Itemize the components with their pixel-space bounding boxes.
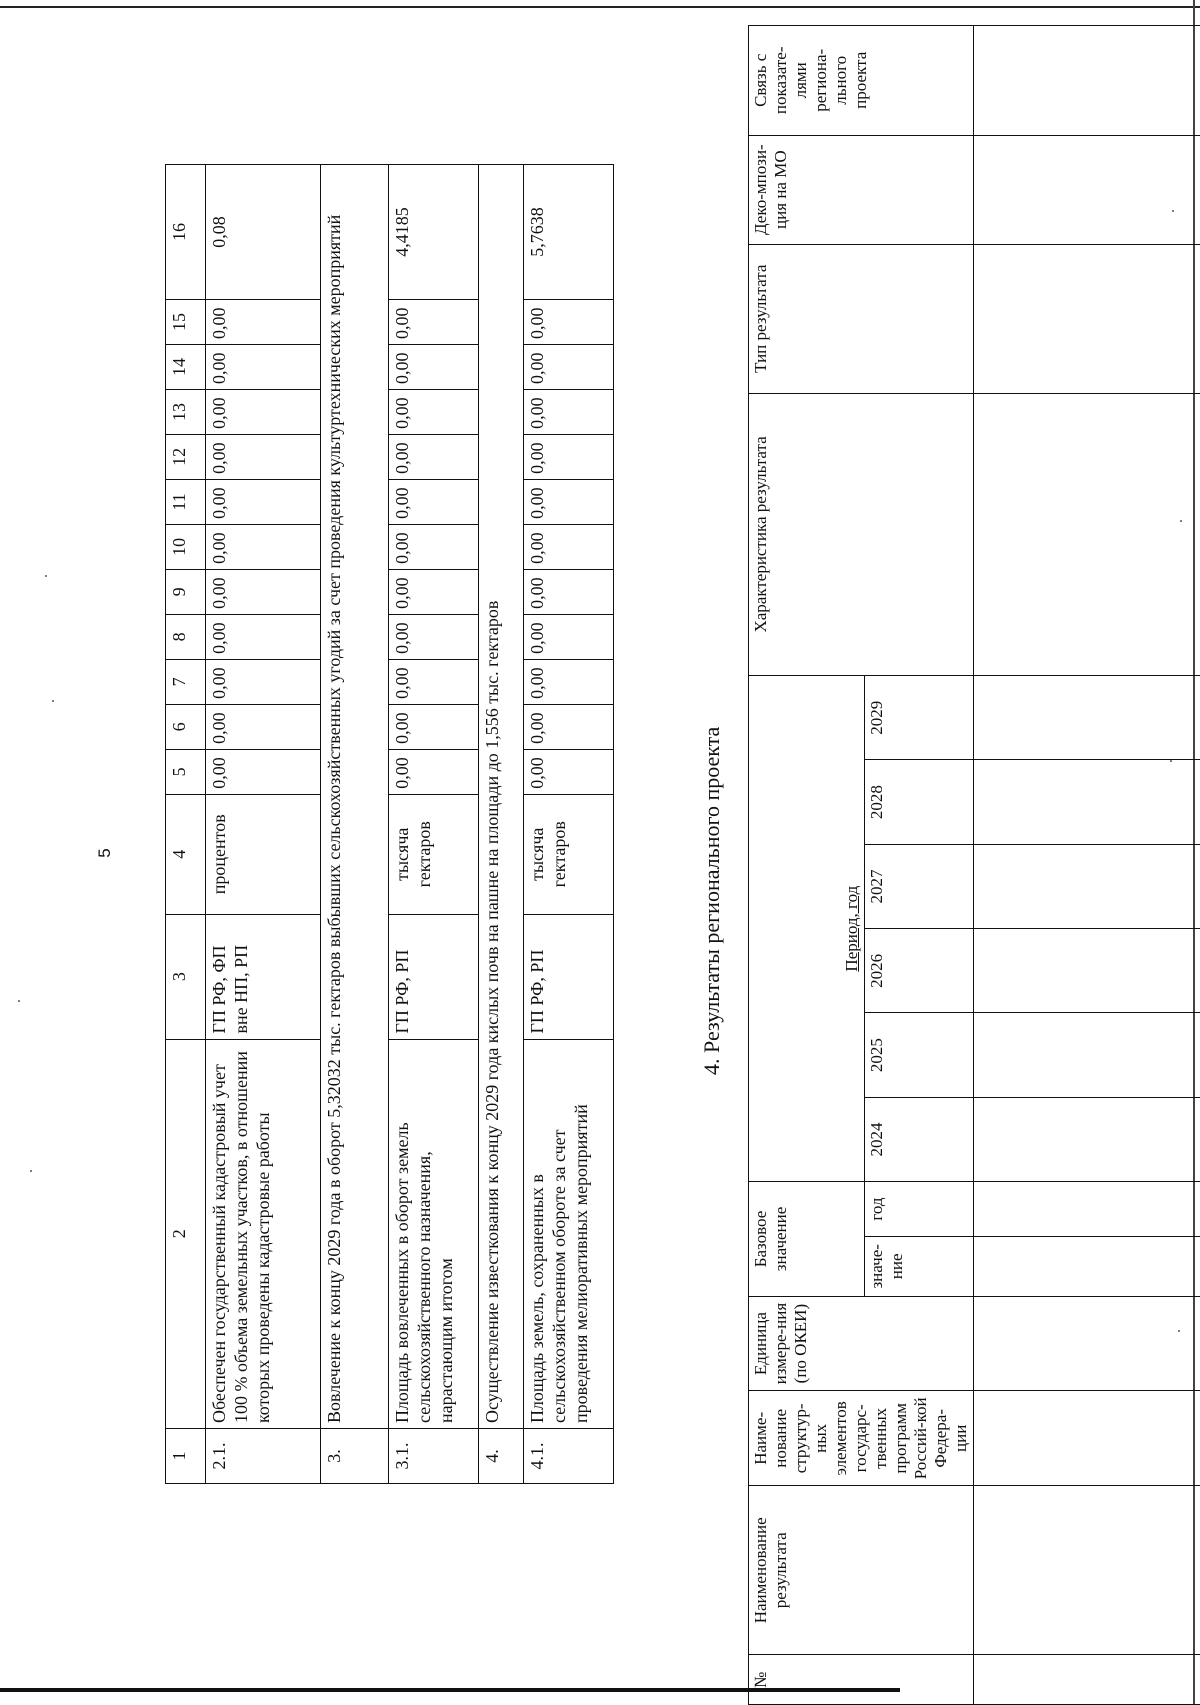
row-number: 3.1. (389, 1429, 479, 1484)
value-cell: 0,00 (389, 299, 479, 344)
results-empty-row (974, 26, 1200, 1705)
row-unit: тысяча гектаров (389, 794, 479, 914)
header-decomposition: Деко-мпози-ция на МО (749, 135, 974, 244)
header-result-name: Наименование результата (749, 1486, 974, 1655)
value-cell: 0,00 (524, 344, 614, 389)
table-header-row (166, 165, 206, 1484)
row-name: Площадь вовлеченных в оборот земель сельскохозяйственного назначения, нарастающим итогом (389, 1039, 479, 1429)
value-cell: 0,00 (206, 524, 321, 569)
header-cell: 6 (166, 704, 206, 749)
header-cell: 12 (166, 434, 206, 479)
value-cell: 0,00 (206, 479, 321, 524)
header-cell: 8 (166, 614, 206, 659)
header-cell: 7 (166, 659, 206, 704)
row-total: 5,7638 (524, 165, 614, 300)
row-number: 2.1. (206, 1429, 321, 1484)
scan-speck (1178, 1330, 1180, 1332)
value-cell: 0,00 (206, 569, 321, 614)
section-text: Осуществление известкования к концу 2029 года кислых почв на пашне на площади до 1,556 тыс. гектаров (479, 165, 524, 1429)
value-cell: 0,00 (524, 389, 614, 434)
header-base-value-sub: значе-ние (865, 1236, 974, 1296)
value-cell: 0,00 (389, 524, 479, 569)
value-cell: 0,00 (524, 434, 614, 479)
row-total: 0,08 (206, 165, 321, 300)
header-result-type: Тип результата (749, 244, 974, 393)
value-cell: 0,00 (389, 479, 479, 524)
section-row (321, 165, 389, 1484)
table-row (389, 165, 479, 1484)
results-header-row (749, 26, 865, 1705)
value-cell: 0,00 (524, 704, 614, 749)
value-cell: 0,00 (206, 299, 321, 344)
value-cell: 0,00 (206, 434, 321, 479)
header-link: Связь с показате-лями региона-льного проекта (749, 26, 974, 136)
header-unit: Единица измере-ния (по ОКЕИ) (749, 1296, 974, 1391)
header-cell: 15 (166, 299, 206, 344)
row-name: Обеспечен государственный кадастровый учет 100 % объема земельных участков, в отношении которых проведены кадастровые работы (206, 1039, 321, 1429)
section-row (479, 165, 524, 1484)
section-number: 3. (321, 1429, 389, 1484)
row-source: ГП РФ, ФП вне НП, РП (206, 914, 321, 1039)
row-source: ГП РФ, РП (389, 914, 479, 1039)
header-characteristic: Характеристика результата (749, 393, 974, 675)
value-cell: 0,00 (524, 479, 614, 524)
value-cell: 0,00 (206, 749, 321, 794)
header-year: 2026 (865, 929, 974, 1013)
table-row (206, 165, 321, 1484)
section-text: Вовлечение к концу 2029 года в оборот 5,32032 тыс. гектаров выбывших сельскохозяйственных угодий за счет проведения культуртехнических мероприятий (321, 165, 389, 1429)
header-cell: 11 (166, 479, 206, 524)
scan-speck (52, 700, 54, 702)
value-cell: 0,00 (389, 749, 479, 794)
header-cell: 2 (166, 1039, 206, 1429)
scan-speck (1180, 520, 1182, 522)
section-number: 4. (479, 1429, 524, 1484)
value-cell: 0,00 (389, 704, 479, 749)
row-unit: тысяча гектаров (524, 794, 614, 914)
value-cell: 0,00 (524, 524, 614, 569)
value-cell: 0,00 (524, 749, 614, 794)
value-cell: 0,00 (206, 614, 321, 659)
value-cell: 0,00 (524, 299, 614, 344)
row-unit: процентов (206, 794, 321, 914)
scan-speck (1172, 210, 1174, 212)
row-source: ГП РФ, РП (524, 914, 614, 1039)
header-cell: 13 (166, 389, 206, 434)
value-cell: 0,00 (389, 344, 479, 389)
value-cell: 0,00 (524, 659, 614, 704)
header-year: 2025 (865, 1013, 974, 1097)
scan-speck (1170, 760, 1172, 762)
value-cell: 0,00 (206, 659, 321, 704)
row-total: 4,4185 (389, 165, 479, 300)
value-cell: 0,00 (206, 389, 321, 434)
value-cell: 0,00 (524, 614, 614, 659)
scan-speck (30, 1170, 32, 1172)
scan-speck (45, 575, 47, 577)
top-border (0, 6, 1200, 8)
section-heading: 4. Результаты регионального проекта (699, 726, 724, 1075)
value-cell: 0,00 (389, 614, 479, 659)
page-number: 5 (95, 848, 114, 858)
header-cell: 5 (166, 749, 206, 794)
header-cell: 14 (166, 344, 206, 389)
value-cell: 0,00 (389, 659, 479, 704)
header-year: 2024 (865, 1097, 974, 1181)
header-structural-elements: Наиме-нование структур-ных элементов государс-твенных программ Россий-кой Федера-ции (749, 1391, 974, 1486)
value-cell: 0,00 (389, 434, 479, 479)
header-year: 2028 (865, 760, 974, 844)
value-cell: 0,00 (524, 569, 614, 614)
header-cell: 4 (166, 794, 206, 914)
header-no: № (749, 1655, 974, 1705)
indicators-table (165, 164, 614, 1484)
header-cell: 9 (166, 569, 206, 614)
header-period: Период, год (749, 676, 865, 1182)
header-year: 2029 (865, 676, 974, 760)
value-cell: 0,00 (389, 389, 479, 434)
header-base-value: Базовое значение (749, 1182, 865, 1297)
indicators-table-wrapper (165, 164, 614, 1484)
table-row (524, 165, 614, 1484)
header-cell: 16 (166, 165, 206, 300)
header-cell: 10 (166, 524, 206, 569)
row-name: Площадь земель, сохраненных в сельскохозяйственном обороте за счет проведения мелиоративных мероприятий (524, 1039, 614, 1429)
results-table-wrapper (748, 25, 1200, 1705)
scan-speck (18, 1000, 20, 1002)
header-cell: 3 (166, 914, 206, 1039)
value-cell: 0,00 (206, 344, 321, 389)
header-base-year-sub: год (865, 1182, 974, 1237)
header-year: 2027 (865, 844, 974, 928)
row-number: 4.1. (524, 1429, 614, 1484)
results-table (748, 25, 1200, 1705)
header-cell: 1 (166, 1429, 206, 1484)
value-cell: 0,00 (389, 569, 479, 614)
value-cell: 0,00 (206, 704, 321, 749)
